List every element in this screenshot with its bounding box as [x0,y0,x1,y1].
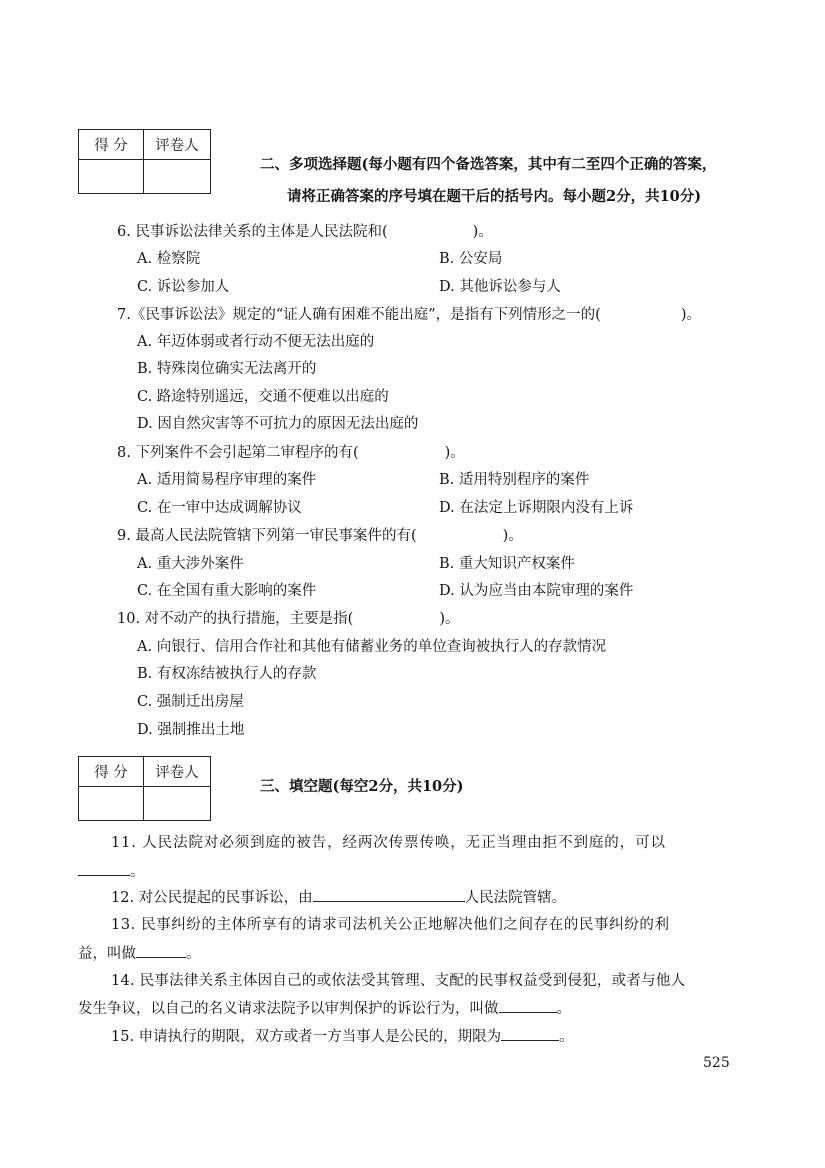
question-end: 。 [130,864,145,880]
grader-cell[interactable] [144,787,211,821]
option-d[interactable]: D. 认为应当由本院审理的案件 [439,583,634,599]
question-9 [117,526,523,546]
question-14-line2 [78,998,571,1019]
option-c[interactable]: C. 路途特别遥远，交通不便难以出庭的 [137,389,389,405]
section2-subtitle: 请将正确答案的序号填在题干后的括号内。每小题2分，共10分) [287,188,702,205]
option-b[interactable]: B. 特殊岗位确实无法离开的 [137,361,317,377]
question-14: 14. 民事法律关系主体因自己的或依法受其管理、支配的民事权益受到侵犯，或者与他人 [111,973,686,989]
answer-blank[interactable] [501,1026,559,1041]
score-cell[interactable] [79,787,144,821]
question-8 [117,443,465,463]
option-b[interactable]: B. 重大知识产权案件 [439,556,575,572]
option-c[interactable]: C. 在一审中达成调解协议 [137,500,302,516]
question-11-answer [78,861,145,882]
question-11: 11. 人民法院对必须到庭的被告，经两次传票传唤，无正当理由拒不到庭的，可以 [111,835,666,851]
option-c[interactable]: C. 在全国有重大影响的案件 [137,583,317,599]
option-d[interactable]: D. 强制推出土地 [137,722,245,738]
question-15 [111,1026,574,1047]
answer-blank[interactable] [78,861,130,876]
question-stem: 6. 民事诉讼法律关系的主体是人民法院和( [117,224,388,240]
option-d[interactable]: D. 在法定上诉期限内没有上诉 [439,500,634,516]
option-b[interactable]: B. 有权冻结被执行人的存款 [137,666,317,682]
answer-blank[interactable] [136,943,186,958]
question-13-line2 [78,943,201,964]
option-c[interactable]: C. 诉讼参加人 [137,279,230,295]
question-text: 发生争议，以自己的名义请求法院予以审判保护的诉讼行为，叫做 [78,1001,499,1017]
option-a[interactable]: A. 适用简易程序审理的案件 [137,472,317,488]
question-text: 益，叫做 [78,946,136,962]
option-c[interactable]: C. 强制迁出房屋 [137,694,244,710]
question-close: )。 [444,445,465,461]
question-close: )。 [502,528,523,544]
question-10 [117,609,460,629]
question-7 [117,305,701,325]
answer-blank[interactable] [313,887,465,902]
option-a[interactable]: A. 重大涉外案件 [137,556,244,572]
question-6 [117,222,493,242]
section2-title: 二、多项选择题(每小题有四个备选答案，其中有二至四个正确的答案， [260,156,717,173]
question-13: 13. 民事纠纷的主体所享有的请求司法机关公正地解决他们之间存在的民事纠纷的利 [111,917,670,933]
question-text: 15. 申请执行的期限，双方或者一方当事人是公民的，期限为 [111,1029,502,1045]
question-end: 。 [556,1001,571,1017]
grader-cell[interactable] [144,160,211,194]
question-close: )。 [439,611,460,627]
score-label: 得 分 [79,130,144,160]
question-stem: 8. 下列案件不会引起第二审程序的有( [117,445,359,461]
question-text: 12. 对公民提起的民事诉讼，由 [111,890,313,906]
score-cell[interactable] [79,160,144,194]
score-table-section2 [78,129,211,194]
question-stem: 9. 最高人民法院管辖下列第一审民事案件的有( [117,528,417,544]
option-d[interactable]: D. 因自然灾害等不可抗力的原因无法出庭的 [137,416,419,432]
grader-label: 评卷人 [144,130,211,160]
question-end: 。 [186,946,201,962]
score-table-section3 [78,756,211,821]
question-close: )。 [472,224,493,240]
option-d[interactable]: D. 其他诉讼参与人 [439,279,561,295]
option-b[interactable]: B. 公安局 [439,251,503,267]
question-end: 。 [559,1029,574,1045]
option-a[interactable]: A. 年迈体弱或者行动不便无法出庭的 [137,334,375,350]
question-text: 人民法院管辖。 [464,890,567,906]
question-12 [111,887,566,908]
question-stem: 7.《民事诉讼法》规定的“证人确有困难不能出庭”，是指有下列情形之一的( [117,307,601,323]
question-stem: 10. 对不动产的执行措施，主要是指( [117,611,354,627]
grader-label: 评卷人 [144,757,211,787]
option-a[interactable]: A. 向银行、信用合作社和其他有储蓄业务的单位查询被执行人的存款情况 [137,639,607,655]
score-label: 得 分 [79,757,144,787]
question-close: )。 [680,307,701,323]
section3-title: 三、填空题(每空2分，共10分) [260,778,464,795]
option-b[interactable]: B. 适用特别程序的案件 [439,472,590,488]
option-a[interactable]: A. 检察院 [137,251,201,267]
page-number: 525 [703,1055,730,1071]
answer-blank[interactable] [499,998,557,1013]
